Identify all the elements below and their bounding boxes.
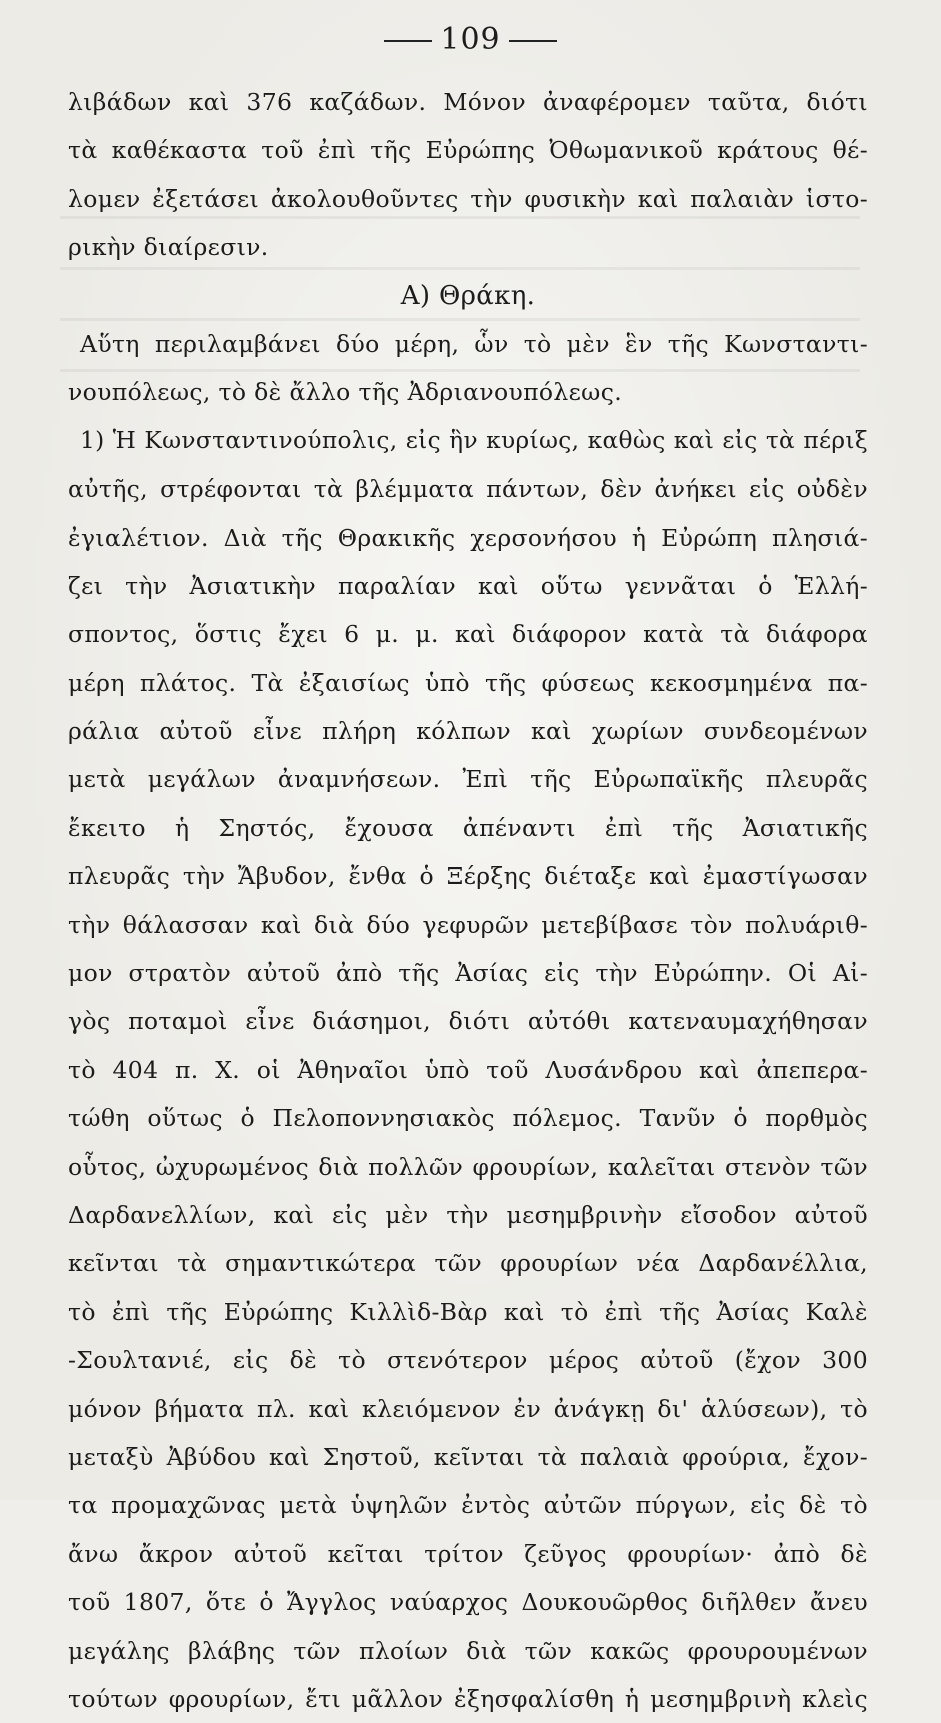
text-line: λιβάδων καὶ 376 καζάδων. Μόνον ἀναφέρομεν ταῦτα, διότι [68, 88, 868, 116]
text-line: -Σουλτανιέ, εἰς δὲ τὸ στενότερον μέρος αὐτοῦ (ἔχον 300 [68, 1346, 868, 1375]
text-line: λομεν ἐξετάσει ἀκολουθοῦντες τὴν φυσικὴν καὶ παλαιὰν ἱστο- [68, 184, 868, 213]
text-line: τὸ 404 π. Χ. οἱ Ἀθηναῖοι ὑπὸ τοῦ Λυσάνδρου καὶ ἀπεπερα- [68, 1055, 868, 1084]
text-line: ζει τὴν Ἀσιατικὴν παραλίαν καὶ οὕτω γεννᾶται ὁ Ἑλλή- [68, 571, 868, 600]
text-line: γὸς ποταμοὶ εἶνε διάσημοι, διότι αὐτόθι κατεναυμαχήθησαν [68, 1007, 868, 1036]
text-line: μόνον βήματα πλ. καὶ κλειόμενον ἐν ἀνάγκῃ δι' ἁλύσεων), τὸ [68, 1394, 868, 1423]
text-line: ρικὴν διαίρεσιν. [68, 233, 269, 262]
text-line: κεῖνται τὰ σημαντικώτερα τῶν φρουρίων νέα Δαρδανέλλια, [68, 1249, 868, 1278]
header-dash-left [384, 40, 432, 42]
text-line: ἔκειτο ἡ Σηστός, ἔχουσα ἀπέναντι ἐπὶ τῆς Ἀσιατικῆς [68, 813, 868, 842]
text-line: τούτων φρουρίων, ἔτι μᾶλλον ἐξησφαλίσθη ἡ μεσημβρινὴ κλεὶς [68, 1684, 868, 1713]
body-text [68, 78, 868, 1723]
text-line: τὸ ἐπὶ τῆς Εὐρώπης Κιλλὶδ-Βὰρ καὶ τὸ ἐπὶ τῆς Ἀσίας Καλὲ [68, 1297, 868, 1326]
text-line: τοῦ 1807, ὅτε ὁ Ἄγγλος ναύαρχος Δουκουῶρθος διῆλθεν ἄνευ [68, 1588, 868, 1617]
text-line: ἄνω ἄκρον αὐτοῦ κεῖται τρίτον ζεῦγος φρουρίων· ἀπὸ δὲ [68, 1539, 868, 1568]
text-line: ράλια αὐτοῦ εἶνε πλήρη κόλπων καὶ χωρίων συνδεομένων [68, 717, 868, 746]
text-line: αὐτῆς, στρέφονται τὰ βλέμματα πάντων, δὲν ἀνήκει εἰς οὐδὲν [68, 475, 868, 504]
header-dash-right [509, 40, 557, 42]
section-heading: Α) Θράκη. [400, 280, 536, 311]
text-line: Δαρδανελλίων, καὶ εἰς μὲν τὴν μεσημβρινὴν εἴσοδον αὐτοῦ [68, 1200, 868, 1229]
page-header [0, 22, 941, 57]
text-line: μον στρατὸν αὐτοῦ ἀπὸ τῆς Ἀσίας εἰς τὴν Εὐρώπην. Οἱ Αἰ- [68, 959, 868, 988]
text-line: πλευρᾶς τὴν Ἄβυδον, ἔνθα ὁ Ξέρξης διέταξε καὶ ἐμαστίγωσαν [68, 862, 868, 891]
text-line: τὴν θάλασσαν καὶ διὰ δύο γεφυρῶν μετεβίβασε τὸν πολυάριθ- [68, 910, 868, 939]
page-number: 109 [440, 22, 501, 57]
text-line: οὗτος, ὠχυρωμένος διὰ πολλῶν φρουρίων, καλεῖται στενὸν τῶν [68, 1152, 868, 1181]
text-line: νουπόλεως, τὸ δὲ ἄλλο τῆς Ἀδριανουπόλεως. [68, 378, 623, 407]
text-line: ἐγιαλέτιον. Διὰ τῆς Θρακικῆς χερσονήσου ἡ Εὐρώπη πλησιά- [68, 523, 868, 552]
text-line: τα προμαχῶνας μετὰ ὑψηλῶν ἐντὸς αὐτῶν πύργων, εἰς δὲ τὸ [68, 1491, 868, 1520]
text-line: τώθη οὕτως ὁ Πελοποννησιακὸς πόλεμος. Τανῦν ὁ πορθμὸς [68, 1104, 868, 1133]
text-line: μέρη πλάτος. Τὰ ἐξαισίως ὑπὸ τῆς φύσεως κεκοσμημένα πα- [68, 668, 868, 697]
text-line: μεγάλης βλάβης τῶν πλοίων διὰ τῶν κακῶς φρουρουμένων [68, 1636, 868, 1665]
text-line: τὰ καθέκαστα τοῦ ἐπὶ τῆς Εὐρώπης Ὀθωμανικοῦ κράτους θέ- [68, 136, 868, 165]
text-line: 1) Ἡ Κωνσταντινούπολις, εἰς ἣν κυρίως, καθὼς καὶ εἰς τὰ πέριξ [80, 426, 868, 454]
text-line: μεταξὺ Ἀβύδου καὶ Σηστοῦ, κεῖνται τὰ παλαιὰ φρούρια, ἔχον- [68, 1442, 868, 1471]
text-line: Αὕτη περιλαμβάνει δύο μέρη, ὧν τὸ μὲν ἓν τῆς Κωνσταντι- [80, 329, 868, 358]
text-line: σποντος, ὅστις ἔχει 6 μ. μ. καὶ διάφορον κατὰ τὰ διάφορα [68, 620, 868, 649]
text-line: μετὰ μεγάλων ἀναμνήσεων. Ἐπὶ τῆς Εὐρωπαϊκῆς πλευρᾶς [68, 765, 868, 794]
